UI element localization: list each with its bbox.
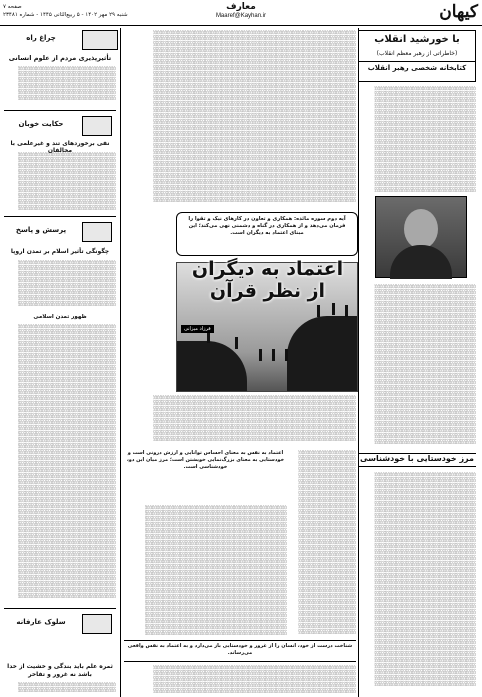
body-text: ░░░░░░░░░░░░░░░░░░░░░░░░░░░░░ ░░░░░░░░░░░░░░░░░░░░░░░░░░░░░ ░░░░░░░░░░░░░░░░░░░░░░░░░░░░░ ░░░░░░░░░░░░░░░░░░░░░░░░░░░░░ ░░░░░░░░░░░░░░░░░░░░░░░░░░░░░ ░░░░░░░░░░░░░░░░░░░░░░░░░░░░░ ░░░░░░░░░░░░░░░░░░░░░░░░░░░░░ ░░░░░░░░░░░░░░░░░░░░░░░░░░░░░ ░░░░░░░░░░░░░░░░░░░░░░░░░░░░░ ░░░░░░░░░░░░░░░░░░░░░░░░░░░░░ bbox=[18, 152, 116, 211]
book-icon bbox=[82, 614, 112, 634]
box-divider bbox=[4, 216, 116, 217]
body-text: ░░░░░░░░░░░░░░░░░░░░░░░░░░░░░░ ░░░░░░░░░░░░░░░░░░░░░░░░░░░░░░ ░░░░░░░░░░░░░░░░░░░░░░░░░░░░░░ ░░░░░░░░░░░░░░░░░░░░░░░░░░░░░░ ░░░░░░░░░░░░░░░░░░░░░░░░░░░░░░ ░░░░░░░░░░░░░░░░░░░░░░░░░░░░░░ ░░░░░░░░░░░░░░░░░░░░░░░░░░░░░░ ░░░░░░░░░░░░░░░░░░░░░░░░░░░░░░ ░░░░░░░░░░░░░░░░░░░░░░░░░░░░░░ ░░░░░░░░░░░░░░░░░░░░░░░░░░░░░░ ░░░░░░░░░░░░░░░░░░░░░░░░░░░░░░ ░░░░░░░░░░░░░░░░░░░░░░░░░░░░░░ ░░░░░░░░░░░░░░░░░░░░░░░░░░░░░░ ░░░░░░░░░░░░░░░░░░░░░░░░░░░░░░ ░░░░░░░░░░░░░░░░░░░░░░░░░░░░░░ ░░░░░░░░░░░░░░░░░░░░░░░░░░░░░░ ░░░░░░░░░░░░░░░░░░░░░░░░░░░░░░ ░░░░░░░░░░░░░░░░░░░░░░░░░░░░░░ bbox=[374, 86, 476, 193]
section-email: Maaref@Kayhan.ir bbox=[215, 13, 267, 19]
column-box-title: پرسش و پاسخ bbox=[15, 226, 67, 234]
body-text: ░░░░░░░░░░░░░░░░░░░░░░░░░░░░░░ ░░░░░░░░░░░░░░░░░░░░░░░░░░░░░░ ░░░░░░░░░░░░░░░░░░░░░░░░░░░░░░ ░░░░░░░░░░░░░░░░░░░░░░░░░░░░░░ ░░░░░░░░░░░░░░░░░░░░░░░░░░░░░░ ░░░░░░░░░░░░░░░░░░░░░░░░░░░░░░ ░░░░░░░░░░░░░░░░░░░░░░░░░░░░░░ ░░░░░░░░░░░░░░░░░░░░░░░░░░░░░░ ░░░░░░░░░░░░░░░░░░░░░░░░░░░░░░ ░░░░░░░░░░░░░░░░░░░░░░░░░░░░░░ ░░░░░░░░░░░░░░░░░░░░░░░░░░░░░░ ░░░░░░░░░░░░░░░░░░░░░░░░░░░░░░ ░░░░░░░░░░░░░░░░░░░░░░░░░░░░░░ ░░░░░░░░░░░░░░░░░░░░░░░░░░░░░░ ░░░░░░░░░░░░░░░░░░░░░░░░░░░░░░ ░░░░░░░░░░░░░░░░░░░░░░░░░░░░░░ ░░░░░░░░░░░░░░░░░░░░░░░░░░░░░░ ░░░░░░░░░░░░░░░░░░░░░░░░░░░░░░ ░░░░░░░░░░░░░░░░░░░░░░░░░░░░░░ ░░░░░░░░░░░░░░░░░░░░░░░░░░░░░░ ░░░░░░░░░░░░░░░░░░░░░░░░░░░░░░ ░░░░░░░░░░░░░░░░░░░░░░░░░░░░░░ ░░░░░░░░░░░░░░░░░░░░░░░░░░░░░░ ░░░░░░░░░░░░░░░░░░░░░░░░░░░░░░ ░░░░░░░░░░░░░░░░░░░░░░░░░░░░░░ ░░░░░░░░░░░░░░░░░░░░░░░░░░░░░░ ░░░░░░░░░░░░░░░░░░░░░░░░░░░░░░ ░░░░░░░░░░░░░░░░░░░░░░░░░░░░░░ ░░░░░░░░░░░░░░░░░░░░░░░░░░░░░░ ░░░░░░░░░░░░░░░░░░░░░░░░░░░░░░ ░░░░░░░░░░░░░░░░░░░░░░░░░░░░░░ ░░░░░░░░░░░░░░░░░░░░░░░░░░░░░░ ░░░░░░░░░░░░░░░░░░░░░░░░░░░░░░ ░░░░░░░░░░░░░░░░░░░░░░░░░░░░░░ ░░░░░░░░░░░░░░░░░░░░░░░░░░░░░░ ░░░░░░░░░░░░░░░░░░░░░░░░░░░░░░ bbox=[374, 472, 476, 687]
body-text: ░░░░░░░░░░░░░░░░░░░░░░░░░░░░░ ░░░░░░░░░░░░░░░░░░░░░░░░░░░░░ ░░░░░░░░░░░░░░░░░░░░░░░░░░░░░ ░░░░░░░░░░░░░░░░░░░░░░░░░░░░░ ░░░░░░░░░░░░░░░░░░░░░░░░░░░░░ ░░░░░░░░░░░░░░░░░░░░░░░░░░░░░ ░░░░░░░░░░░░░░░░░░░░░░░░░░░░░ ░░░░░░░░░░░░░░░░░░░░░░░░░░░░░ ░░░░░░░░░░░░░░░░░░░░░░░░░░░░░ ░░░░░░░░░░░░░░░░░░░░░░░░░░░░░ ░░░░░░░░░░░░░░░░░░░░░░░░░░░░░ ░░░░░░░░░░░░░░░░░░░░░░░░░░░░░ ░░░░░░░░░░░░░░░░░░░░░░░░░░░░░ ░░░░░░░░░░░░░░░░░░░░░░░░░░░░░ ░░░░░░░░░░░░░░░░░░░░░░░░░░░░░ ░░░░░░░░░░░░░░░░░░░░░░░░░░░░░ ░░░░░░░░░░░░░░░░░░░░░░░░░░░░░ ░░░░░░░░░░░░░░░░░░░░░░░░░░░░░ ░░░░░░░░░░░░░░░░░░░░░░░░░░░░░ ░░░░░░░░░░░░░░░░░░░░░░░░░░░░░ ░░░░░░░░░░░░░░░░░░░░░░░░░░░░░ ░░░░░░░░░░░░░░░░░░░░░░░░░░░░░ ░░░░░░░░░░░░░░░░░░░░░░░░░░░░░ ░░░░░░░░░░░░░░░░░░░░░░░░░░░░░ ░░░░░░░░░░░░░░░░░░░░░░░░░░░░░ ░░░░░░░░░░░░░░░░░░░░░░░░░░░░░ ░░░░░░░░░░░░░░░░░░░░░░░░░░░░░ ░░░░░░░░░░░░░░░░░░░░░░░░░░░░░ ░░░░░░░░░░░░░░░░░░░░░░░░░░░░░ ░░░░░░░░░░░░░░░░░░░░░░░░░░░░░ ░░░░░░░░░░░░░░░░░░░░░░░░░░░░░ ░░░░░░░░░░░░░░░░░░░░░░░░░░░░░ ░░░░░░░░░░░░░░░░░░░░░░░░░░░░░ ░░░░░░░░░░░░░░░░░░░░░░░░░░░░░ ░░░░░░░░░░░░░░░░░░░░░░░░░░░░░ ░░░░░░░░░░░░░░░░░░░░░░░░░░░░░ ░░░░░░░░░░░░░░░░░░░░░░░░░░░░░ ░░░░░░░░░░░░░░░░░░░░░░░░░░░░░ ░░░░░░░░░░░░░░░░░░░░░░░░░░░░░ ░░░░░░░░░░░░░░░░░░░░░░░░░░░░░ ░░░░░░░░░░░░░░░░░░░░░░░░░░░░░ ░░░░░░░░░░░░░░░░░░░░░░░░░░░░░ ░░░░░░░░░░░░░░░░░░░░░░░░░░░░░ ░░░░░░░░░░░░░░░░░░░░░░░░░░░░░ ░░░░░░░░░░░░░░░░░░░░░░░░░░░░░ ░░░░░░░░░░░░░░░░░░░░░░░░░░░░░ bbox=[18, 324, 116, 599]
body-text: ░░░░░░░░░░░░░░░░░░░░░░░░░░░░░░░░░░░░░░░░░░ ░░░░░░░░░░░░░░░░░░░░░░░░░░░░░░░░░░░░░░░░░░ ░░░░░░░░░░░░░░░░░░░░░░░░░░░░░░░░░░░░░░░░░░ ░░░░░░░░░░░░░░░░░░░░░░░░░░░░░░░░░░░░░░░░░░ ░░░░░░░░░░░░░░░░░░░░░░░░░░░░░░░░░░░░░░░░░░ ░░░░░░░░░░░░░░░░░░░░░░░░░░░░░░░░░░░░░░░░░░ ░░░░░░░░░░░░░░░░░░░░░░░░░░░░░░░░░░░░░░░░░░ ░░░░░░░░░░░░░░░░░░░░░░░░░░░░░░░░░░░░░░░░░░ ░░░░░░░░░░░░░░░░░░░░░░░░░░░░░░░░░░░░░░░░░░ ░░░░░░░░░░░░░░░░░░░░░░░░░░░░░░░░░░░░░░░░░░ ░░░░░░░░░░░░░░░░░░░░░░░░░░░░░░░░░░░░░░░░░░ ░░░░░░░░░░░░░░░░░░░░░░░░░░░░░░░░░░░░░░░░░░ ░░░░░░░░░░░░░░░░░░░░░░░░░░░░░░░░░░░░░░░░░░ ░░░░░░░░░░░░░░░░░░░░░░░░░░░░░░░░░░░░░░░░░░ ░░░░░░░░░░░░░░░░░░░░░░░░░░░░░░░░░░░░░░░░░░ ░░░░░░░░░░░░░░░░░░░░░░░░░░░░░░░░░░░░░░░░░░ ░░░░░░░░░░░░░░░░░░░░░░░░░░░░░░░░░░░░░░░░░░ ░░░░░░░░░░░░░░░░░░░░░░░░░░░░░░░░░░░░░░░░░░ ░░░░░░░░░░░░░░░░░░░░░░░░░░░░░░░░░░░░░░░░░░ ░░░░░░░░░░░░░░░░░░░░░░░░░░░░░░░░░░░░░░░░░░ ░░░░░░░░░░░░░░░░░░░░░░░░░░░░░░░░░░░░░░░░░░ ░░░░░░░░░░░░░░░░░░░░░░░░░░░░░░░░░░░░░░░░░░ bbox=[145, 505, 287, 636]
column-box-title: چراغ راه bbox=[26, 34, 56, 42]
masthead bbox=[0, 0, 482, 26]
dateline bbox=[3, 3, 128, 19]
column-box-title: سلوک عارفانه bbox=[16, 618, 66, 626]
body-text: ░░░░░░░░░░░░░░░░░░░░░░░░░░░░░ ░░░░░░░░░░░░░░░░░░░░░░░░░░░░░ bbox=[18, 682, 116, 693]
section-title: معارف bbox=[226, 2, 256, 12]
pen-icon bbox=[82, 116, 112, 136]
photo-credit: فرزاد میزانی bbox=[181, 325, 214, 333]
newspaper-logo: کیهان bbox=[439, 2, 478, 22]
lamp-icon bbox=[82, 30, 118, 50]
memoir-subtitle: (خاطراتی از رهبر معظم انقلاب) bbox=[376, 50, 458, 57]
article-heading: تأثیرپذیری مردم از علوم انسانی bbox=[8, 54, 112, 62]
box-divider bbox=[4, 110, 116, 111]
article-subheading: ظهور تمدن اسلامی bbox=[33, 314, 87, 320]
column-box-title: حکایت خوبان bbox=[18, 120, 64, 128]
article-heading: نفی برخوردهای تند و غیرعلمی با مخالفان bbox=[10, 140, 110, 154]
photo-figure bbox=[259, 349, 262, 361]
portrait-body bbox=[390, 245, 452, 279]
photo-figure bbox=[285, 349, 288, 361]
article-main-title: اعتماد به دیگران از نظر قرآن bbox=[191, 258, 344, 302]
photo-figure bbox=[317, 305, 320, 317]
article-heading: چگونگی تأثیر اسلام بر تمدن اروپا bbox=[10, 248, 110, 255]
page-number: صفحه ۷ bbox=[3, 4, 22, 10]
issue-date: شنبه ۲۹ مهر ۱۴۰۲ - ۵ ربیع‌الثانی ۱۴۴۵ - شماره ۲۳۴۸۱ bbox=[3, 12, 128, 18]
box-divider bbox=[4, 608, 116, 609]
body-text: ░░░░░░░░░░░░░░░░░░░░░░░░░░░░░ ░░░░░░░░░░░░░░░░░░░░░░░░░░░░░ ░░░░░░░░░░░░░░░░░░░░░░░░░░░░░ ░░░░░░░░░░░░░░░░░░░░░░░░░░░░░ ░░░░░░░░░░░░░░░░░░░░░░░░░░░░░ ░░░░░░░░░░░░░░░░░░░░░░░░░░░░░ ░░░░░░░░░░░░░░░░░░░░░░░░░░░░░ ░░░░░░░░░░░░░░░░░░░░░░░░░░░░░ bbox=[18, 260, 116, 307]
memoir-title: با خورشید انقلاب bbox=[374, 34, 460, 45]
body-text: ░░░░░░░░░░░░░░░░░░░░░░░░░░░░░░░░░░░░░░░░░░░░░░░░░░░░░░░░░░░░ ░░░░░░░░░░░░░░░░░░░░░░░░░░░░░░░░░░░░░░░░░░░░░░░░░░░░░░░░░░░░ ░░░░░░░░░░░░░░░░░░░░░░░░░░░░░░░░░░░░░░░░░░░░░░░░░░░░░░░░░░░░ ░░░░░░░░░░░░░░░░░░░░░░░░░░░░░░░░░░░░░░░░░░░░░░░░░░░░░░░░░░░░ ░░░░░░░░░░░░░░░░░░░░░░░░░░░░░░░░░░░░░░░░░░░░░░░░░░░░░░░░░░░░ bbox=[153, 665, 356, 694]
memoir-header-box bbox=[358, 30, 476, 82]
article-heading: مرز خودستایی با خودشناسی bbox=[358, 453, 476, 467]
checkmark-icon bbox=[82, 222, 112, 242]
photo-figure bbox=[332, 303, 335, 315]
photo-figure bbox=[235, 337, 238, 349]
photo-figure bbox=[345, 305, 348, 317]
body-text: ░░░░░░░░░░░░░░░░░ ░░░░░░░░░░░░░░░░░ ░░░░░░░░░░░░░░░░░ ░░░░░░░░░░░░░░░░░ ░░░░░░░░░░░░░░░░░ ░░░░░░░░░░░░░░░░░ ░░░░░░░░░░░░░░░░░ ░░░░░░░░░░░░░░░░░ ░░░░░░░░░░░░░░░░░ ░░░░░░░░░░░░░░░░░ ░░░░░░░░░░░░░░░░░ ░░░░░░░░░░░░░░░░░ ░░░░░░░░░░░░░░░░░ ░░░░░░░░░░░░░░░░░ ░░░░░░░░░░░░░░░░░ ░░░░░░░░░░░░░░░░░ ░░░░░░░░░░░░░░░░░ ░░░░░░░░░░░░░░░░░ ░░░░░░░░░░░░░░░░░ ░░░░░░░░░░░░░░░░░ ░░░░░░░░░░░░░░░░░ ░░░░░░░░░░░░░░░░░ ░░░░░░░░░░░░░░░░░ ░░░░░░░░░░░░░░░░░ ░░░░░░░░░░░░░░░░░ ░░░░░░░░░░░░░░░░░ ░░░░░░░░░░░░░░░░░ ░░░░░░░░░░░░░░░░░ ░░░░░░░░░░░░░░░░░ ░░░░░░░░░░░░░░░░░ ░░░░░░░░░░░░░░░░░ bbox=[298, 450, 356, 635]
portrait-face bbox=[404, 209, 438, 249]
photo-figure bbox=[272, 349, 275, 361]
bold-pull-quote: شناخت درست از خود، انسان را از غرور و خودستایی باز می‌دارد و به اعتماد به نفس واقعی می‌رساند. bbox=[124, 640, 356, 662]
portrait-photo bbox=[375, 196, 467, 278]
pull-quote-box: آیه دوم سوره مائده: همکاری و تعاون در کارهای نیک و تقوا را فرمان می‌دهد و از همکاری در گناه و دشمنی نهی می‌کند؛ این مبنای اعتماد به دیگران است. bbox=[176, 212, 358, 256]
column-rule bbox=[120, 28, 121, 697]
memoir-section-title: کتابخانه شخصی رهبر انقلاب bbox=[359, 61, 475, 81]
body-text: ░░░░░░░░░░░░░░░░░░░░░░░░░░░░░ ░░░░░░░░░░░░░░░░░░░░░░░░░░░░░ ░░░░░░░░░░░░░░░░░░░░░░░░░░░░░ ░░░░░░░░░░░░░░░░░░░░░░░░░░░░░ ░░░░░░░░░░░░░░░░░░░░░░░░░░░░░ ░░░░░░░░░░░░░░░░░░░░░░░░░░░░░ bbox=[18, 66, 116, 101]
bold-pull-quote: اعتماد به نفس به معنای احساس توانایی و ارزش درونی است و خودستایی به معنای بزرگ‌نمایی خویشتن است؛ مرز میان این دو، خودشناسی است. bbox=[126, 450, 285, 470]
body-text: ░░░░░░░░░░░░░░░░░░░░░░░░░░░░░░░░░░░░░░░░░░░░░░░░░░░░░░░░░░░░ ░░░░░░░░░░░░░░░░░░░░░░░░░░░░░░░░░░░░░░░░░░░░░░░░░░░░░░░░░░░░ ░░░░░░░░░░░░░░░░░░░░░░░░░░░░░░░░░░░░░░░░░░░░░░░░░░░░░░░░░░░░ ░░░░░░░░░░░░░░░░░░░░░░░░░░░░░░░░░░░░░░░░░░░░░░░░░░░░░░░░░░░░ ░░░░░░░░░░░░░░░░░░░░░░░░░░░░░░░░░░░░░░░░░░░░░░░░░░░░░░░░░░░░ ░░░░░░░░░░░░░░░░░░░░░░░░░░░░░░░░░░░░░░░░░░░░░░░░░░░░░░░░░░░░ ░░░░░░░░░░░░░░░░░░░░░░░░░░░░░░░░░░░░░░░░░░░░░░░░░░░░░░░░░░░░ ░░░░░░░░░░░░░░░░░░░░░░░░░░░░░░░░░░░░░░░░░░░░░░░░░░░░░░░░░░░░ ░░░░░░░░░░░░░░░░░░░░░░░░░░░░░░░░░░░░░░░░░░░░░░░░░░░░░░░░░░░░ ░░░░░░░░░░░░░░░░░░░░░░░░░░░░░░░░░░░░░░░░░░░░░░░░░░░░░░░░░░░░ ░░░░░░░░░░░░░░░░░░░░░░░░░░░░░░░░░░░░░░░░░░░░░░░░░░░░░░░░░░░░ ░░░░░░░░░░░░░░░░░░░░░░░░░░░░░░░░░░░░░░░░░░░░░░░░░░░░░░░░░░░░ ░░░░░░░░░░░░░░░░░░░░░░░░░░░░░░░░░░░░░░░░░░░░░░░░░░░░░░░░░░░░ ░░░░░░░░░░░░░░░░░░░░░░░░░░░░░░░░░░░░░░░░░░░░░░░░░░░░░░░░░░░░ ░░░░░░░░░░░░░░░░░░░░░░░░░░░░░░░░░░░░░░░░░░░░░░░░░░░░░░░░░░░░ ░░░░░░░░░░░░░░░░░░░░░░░░░░░░░░░░░░░░░░░░░░░░░░░░░░░░░░░░░░░░ ░░░░░░░░░░░░░░░░░░░░░░░░░░░░░░░░░░░░░░░░░░░░░░░░░░░░░░░░░░░░ ░░░░░░░░░░░░░░░░░░░░░░░░░░░░░░░░░░░░░░░░░░░░░░░░░░░░░░░░░░░░ ░░░░░░░░░░░░░░░░░░░░░░░░░░░░░░░░░░░░░░░░░░░░░░░░░░░░░░░░░░░░ ░░░░░░░░░░░░░░░░░░░░░░░░░░░░░░░░░░░░░░░░░░░░░░░░░░░░░░░░░░░░ ░░░░░░░░░░░░░░░░░░░░░░░░░░░░░░░░░░░░░░░░░░░░░░░░░░░░░░░░░░░░ ░░░░░░░░░░░░░░░░░░░░░░░░░░░░░░░░░░░░░░░░░░░░░░░░░░░░░░░░░░░░ ░░░░░░░░░░░░░░░░░░░░░░░░░░░░░░░░░░░░░░░░░░░░░░░░░░░░░░░░░░░░ ░░░░░░░░░░░░░░░░░░░░░░░░░░░░░░░░░░░░░░░░░░░░░░░░░░░░░░░░░░░░ ░░░░░░░░░░░░░░░░░░░░░░░░░░░░░░░░░░░░░░░░░░░░░░░░░░░░░░░░░░░░ ░░░░░░░░░░░░░░░░░░░░░░░░░░░░░░░░░░░░░░░░░░░░░░░░░░░░░░░░░░░░ ░░░░░░░░░░░░░░░░░░░░░░░░░░░░░░░░░░░░░░░░░░░░░░░░░░░░░░░░░░░░ ░░░░░░░░░░░░░░░░░░░░░░░░░░░░░░░░░░░░░░░░░░░░░░░░░░░░░░░░░░░░ ░░░░░░░░░░░░░░░░░░░░░░░░░░░░░░░░░░░░░░░░░░░░░░░░░░░░░░░░░░░░ bbox=[153, 30, 356, 203]
photo-cliff-right bbox=[287, 316, 357, 391]
article-heading: ثمره علم باید بندگی و خشیت از خدا باشد نه غرور و تفاخر bbox=[7, 663, 113, 678]
body-text: ░░░░░░░░░░░░░░░░░░░░░░░░░░░░░░░░░░░░░░░░░░░░░░░░░░░░░░░░░░░░ ░░░░░░░░░░░░░░░░░░░░░░░░░░░░░░░░░░░░░░░░░░░░░░░░░░░░░░░░░░░░ ░░░░░░░░░░░░░░░░░░░░░░░░░░░░░░░░░░░░░░░░░░░░░░░░░░░░░░░░░░░░ ░░░░░░░░░░░░░░░░░░░░░░░░░░░░░░░░░░░░░░░░░░░░░░░░░░░░░░░░░░░░ ░░░░░░░░░░░░░░░░░░░░░░░░░░░░░░░░░░░░░░░░░░░░░░░░░░░░░░░░░░░░ ░░░░░░░░░░░░░░░░░░░░░░░░░░░░░░░░░░░░░░░░░░░░░░░░░░░░░░░░░░░░ ░░░░░░░░░░░░░░░░░░░░░░░░░░░░░░░░░░░░░░░░░░░░░░░░░░░░░░░░░░░░ ░░░░░░░░░░░░░░░░░░░░░░░░░░░░░░░░░░░░░░░░░░░░░░░░░░░░░░░░░░░░ bbox=[153, 395, 356, 442]
body-text: ░░░░░░░░░░░░░░░░░░░░░░░░░░░░░░ ░░░░░░░░░░░░░░░░░░░░░░░░░░░░░░ ░░░░░░░░░░░░░░░░░░░░░░░░░░░░░░ ░░░░░░░░░░░░░░░░░░░░░░░░░░░░░░ ░░░░░░░░░░░░░░░░░░░░░░░░░░░░░░ ░░░░░░░░░░░░░░░░░░░░░░░░░░░░░░ ░░░░░░░░░░░░░░░░░░░░░░░░░░░░░░ ░░░░░░░░░░░░░░░░░░░░░░░░░░░░░░ ░░░░░░░░░░░░░░░░░░░░░░░░░░░░░░ ░░░░░░░░░░░░░░░░░░░░░░░░░░░░░░ ░░░░░░░░░░░░░░░░░░░░░░░░░░░░░░ ░░░░░░░░░░░░░░░░░░░░░░░░░░░░░░ ░░░░░░░░░░░░░░░░░░░░░░░░░░░░░░ ░░░░░░░░░░░░░░░░░░░░░░░░░░░░░░ ░░░░░░░░░░░░░░░░░░░░░░░░░░░░░░ ░░░░░░░░░░░░░░░░░░░░░░░░░░░░░░ ░░░░░░░░░░░░░░░░░░░░░░░░░░░░░░ ░░░░░░░░░░░░░░░░░░░░░░░░░░░░░░ ░░░░░░░░░░░░░░░░░░░░░░░░░░░░░░ ░░░░░░░░░░░░░░░░░░░░░░░░░░░░░░ ░░░░░░░░░░░░░░░░░░░░░░░░░░░░░░ ░░░░░░░░░░░░░░░░░░░░░░░░░░░░░░ ░░░░░░░░░░░░░░░░░░░░░░░░░░░░░░ ░░░░░░░░░░░░░░░░░░░░░░░░░░░░░░ ░░░░░░░░░░░░░░░░░░░░░░░░░░░░░░ ░░░░░░░░░░░░░░░░░░░░░░░░░░░░░░ ░░░░░░░░░░░░░░░░░░░░░░░░░░░░░░ bbox=[374, 284, 476, 445]
